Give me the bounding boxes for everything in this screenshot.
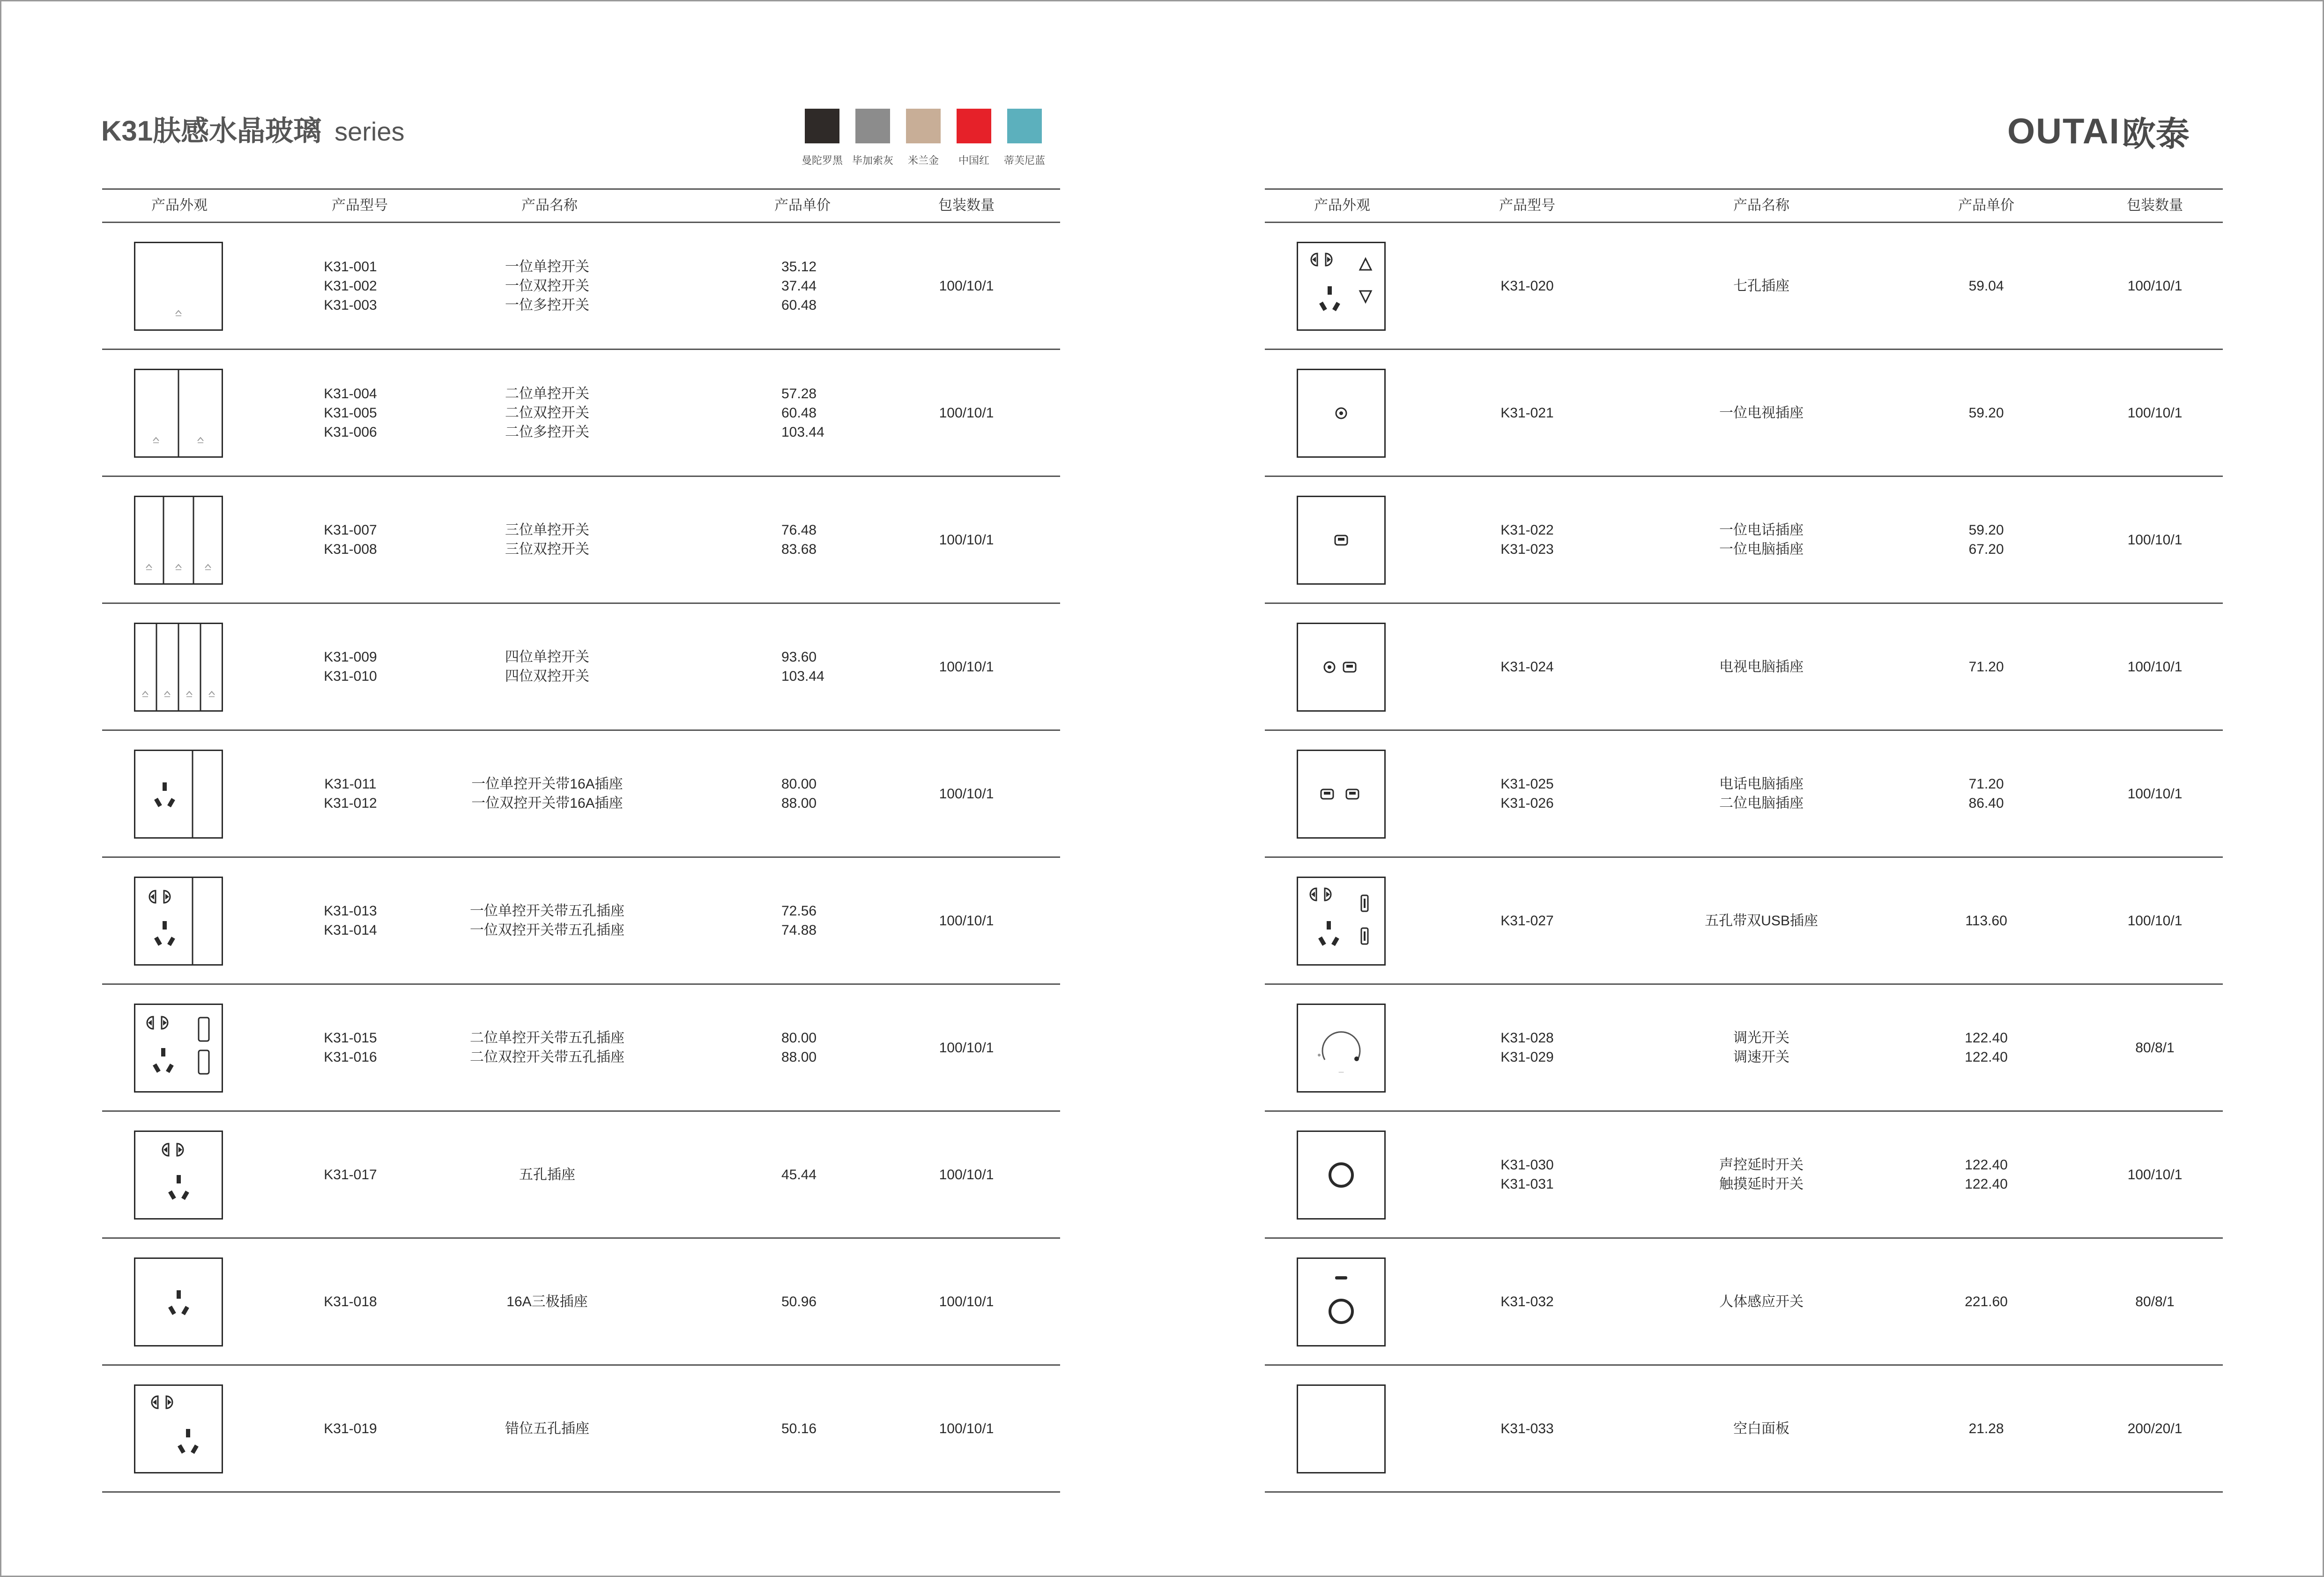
name-cell xyxy=(1644,350,1879,476)
quantity-cell xyxy=(910,858,1023,983)
quantity-cell xyxy=(2099,604,2211,729)
table-row xyxy=(1265,477,2223,604)
name-value: 空白面板 xyxy=(1733,1421,1789,1436)
model-value: K31-001 xyxy=(324,259,377,275)
name-cell xyxy=(1644,1366,1879,1491)
name-value: 七孔插座 xyxy=(1733,278,1789,294)
model-value: K31-027 xyxy=(1500,913,1554,929)
color-chip xyxy=(805,109,839,143)
model-value: K31-007 xyxy=(324,522,377,538)
triple-switch-panel-icon xyxy=(134,496,223,585)
quantity-value: 100/10/1 xyxy=(939,786,994,802)
series-code: K31肤感水晶玻璃 xyxy=(101,115,322,147)
model-value: K31-009 xyxy=(324,649,377,665)
delay-switch-icon xyxy=(1297,1131,1386,1220)
quantity-cell xyxy=(2099,1112,2211,1237)
price-value: 21.28 xyxy=(1968,1421,2004,1436)
table-row xyxy=(1265,223,2223,350)
model-value: K31-020 xyxy=(1500,278,1554,294)
name-value: 二位双控开关 xyxy=(505,405,589,421)
product-table-left xyxy=(102,188,1060,1493)
quantity-cell xyxy=(910,1112,1023,1237)
price-cell xyxy=(781,604,875,729)
color-chip xyxy=(855,109,890,143)
name-cell xyxy=(1644,1112,1879,1237)
offset-five-hole-socket-icon xyxy=(134,1384,223,1473)
name-cell xyxy=(425,858,669,983)
model-value: K31-022 xyxy=(1500,522,1554,538)
column-header-price: 产品单价 xyxy=(1958,198,2014,213)
model-cell xyxy=(299,223,402,349)
name-cell xyxy=(425,477,669,603)
table-header xyxy=(1265,188,2223,223)
motion-sensor-switch-icon xyxy=(1297,1257,1386,1346)
model-cell xyxy=(1471,731,1583,856)
price-value: 71.20 xyxy=(1968,659,2004,675)
name-value: 触摸延时开关 xyxy=(1719,1176,1804,1192)
name-cell xyxy=(425,1112,669,1237)
dimmer-switch-icon xyxy=(1297,1004,1386,1093)
quantity-value: 100/10/1 xyxy=(939,1167,994,1183)
color-name: 毕加索灰 xyxy=(852,155,894,166)
table-row xyxy=(102,858,1060,985)
tv-computer-socket-icon xyxy=(1297,623,1386,712)
table-row xyxy=(102,223,1060,350)
price-value: 57.28 xyxy=(781,386,817,402)
brand-logo xyxy=(2007,111,2190,153)
price-cell xyxy=(1930,1239,2042,1364)
quantity-cell xyxy=(910,1366,1023,1491)
price-value: 86.40 xyxy=(1968,796,2004,811)
quantity-value: 100/10/1 xyxy=(939,913,994,929)
quantity-cell xyxy=(2099,1239,2211,1364)
model-cell xyxy=(299,477,402,603)
name-value: 四位单控开关 xyxy=(505,649,589,665)
table-row xyxy=(102,604,1060,731)
price-value: 80.00 xyxy=(781,1030,817,1046)
quantity-cell xyxy=(910,350,1023,476)
quantity-cell xyxy=(2099,985,2211,1110)
color-swatch xyxy=(906,109,941,167)
model-value: K31-026 xyxy=(1500,796,1554,811)
quantity-cell xyxy=(2099,731,2211,856)
table-row xyxy=(102,1239,1060,1366)
name-value: 一位单控开关带16A插座 xyxy=(471,776,623,792)
table-row xyxy=(1265,858,2223,985)
model-value: K31-014 xyxy=(324,922,377,938)
table-row xyxy=(102,985,1060,1112)
series-title xyxy=(101,109,404,151)
name-value: 二位单控开关 xyxy=(505,386,589,402)
price-value: 80.00 xyxy=(781,776,817,792)
quantity-value: 100/10/1 xyxy=(939,405,994,421)
model-value: K31-005 xyxy=(324,405,377,421)
series-word: series xyxy=(334,117,405,146)
model-value: K31-003 xyxy=(324,297,377,313)
column-header-price: 产品单价 xyxy=(774,198,831,213)
color-chip xyxy=(957,109,991,143)
table-row xyxy=(102,731,1060,858)
price-cell xyxy=(781,1239,875,1364)
name-value: 一位单控开关 xyxy=(505,259,589,275)
name-value: 三位双控开关 xyxy=(505,542,589,557)
quantity-value: 100/10/1 xyxy=(2127,532,2183,548)
model-cell xyxy=(1471,604,1583,729)
name-cell xyxy=(1644,858,1879,983)
color-name: 米兰金 xyxy=(907,155,939,166)
model-cell xyxy=(299,1112,402,1237)
name-cell xyxy=(1644,1239,1879,1364)
table-row xyxy=(102,1112,1060,1239)
table-row xyxy=(1265,731,2223,858)
switch-with-16a-socket-icon xyxy=(134,750,223,839)
price-value: 122.40 xyxy=(1965,1157,2008,1173)
name-value: 五孔插座 xyxy=(519,1167,575,1183)
name-value: 电话电脑插座 xyxy=(1719,776,1804,792)
color-swatch xyxy=(957,109,991,167)
price-value: 71.20 xyxy=(1968,776,2004,792)
model-value: K31-032 xyxy=(1500,1294,1554,1309)
table-header xyxy=(102,188,1060,223)
svg-text:—: — xyxy=(1338,1069,1344,1075)
price-value: 37.44 xyxy=(781,278,817,294)
quantity-value: 100/10/1 xyxy=(939,532,994,548)
color-swatch xyxy=(1004,109,1046,167)
model-value: K31-004 xyxy=(324,386,377,402)
price-value: 35.12 xyxy=(781,259,817,275)
model-cell xyxy=(299,858,402,983)
price-value: 93.60 xyxy=(781,649,817,665)
quantity-value: 100/10/1 xyxy=(939,1421,994,1436)
name-cell xyxy=(1644,604,1879,729)
name-value: 16A三极插座 xyxy=(506,1294,588,1309)
model-value: K31-033 xyxy=(1500,1421,1554,1436)
name-cell xyxy=(425,985,669,1110)
name-value: 二位双控开关带五孔插座 xyxy=(470,1049,624,1065)
quantity-value: 100/10/1 xyxy=(2127,1167,2183,1183)
two-switches-with-five-hole-socket-icon xyxy=(134,1004,223,1093)
quantity-value: 100/10/1 xyxy=(2127,786,2183,802)
color-swatch xyxy=(802,109,843,167)
name-value: 一位电视插座 xyxy=(1719,405,1804,421)
five-hole-socket-icon xyxy=(134,1131,223,1220)
price-value: 59.20 xyxy=(1968,522,2004,538)
quad-switch-panel-icon xyxy=(134,623,223,712)
name-value: 二位单控开关带五孔插座 xyxy=(470,1030,624,1046)
quantity-cell xyxy=(910,985,1023,1110)
price-cell xyxy=(1930,1366,2042,1491)
double-switch-panel-icon xyxy=(134,369,223,458)
model-value: K31-017 xyxy=(324,1167,377,1183)
price-value: 59.04 xyxy=(1968,278,2004,294)
quantity-value: 100/10/1 xyxy=(2127,405,2183,421)
price-value: 122.40 xyxy=(1965,1176,2008,1192)
table-row xyxy=(1265,1366,2223,1493)
quantity-value: 100/10/1 xyxy=(2127,659,2183,675)
name-cell xyxy=(425,1366,669,1491)
name-cell xyxy=(425,604,669,729)
column-header-name: 产品名称 xyxy=(521,198,578,213)
quantity-value: 100/10/1 xyxy=(939,278,994,294)
phone-computer-socket-icon xyxy=(1297,750,1386,839)
price-cell xyxy=(781,1366,875,1491)
name-value: 一位单控开关带五孔插座 xyxy=(470,903,624,919)
column-header-name: 产品名称 xyxy=(1733,198,1789,213)
model-value: K31-008 xyxy=(324,542,377,557)
model-cell xyxy=(299,1366,402,1491)
name-cell xyxy=(425,1239,669,1364)
quantity-cell xyxy=(910,223,1023,349)
name-cell xyxy=(425,731,669,856)
quantity-cell xyxy=(2099,350,2211,476)
price-value: 103.44 xyxy=(781,424,824,440)
quantity-cell xyxy=(910,604,1023,729)
model-cell xyxy=(299,985,402,1110)
price-cell xyxy=(781,477,875,603)
name-value: 二位多控开关 xyxy=(505,424,589,440)
model-value: K31-018 xyxy=(324,1294,377,1309)
table-row xyxy=(102,1366,1060,1493)
quantity-cell xyxy=(910,731,1023,856)
name-cell xyxy=(425,223,669,349)
price-cell xyxy=(1930,604,2042,729)
model-value: K31-016 xyxy=(324,1049,377,1065)
price-value: 88.00 xyxy=(781,796,817,811)
seven-hole-socket-icon xyxy=(1297,242,1386,331)
name-value: 错位五孔插座 xyxy=(505,1421,589,1436)
quantity-cell xyxy=(2099,858,2211,983)
model-cell xyxy=(1471,1239,1583,1364)
table-row xyxy=(102,477,1060,604)
color-chip xyxy=(1007,109,1042,143)
price-cell xyxy=(781,985,875,1110)
phone-socket-icon xyxy=(1297,496,1386,585)
logo-latin: OUTAI xyxy=(2007,111,2120,151)
price-value: 113.60 xyxy=(1965,913,2007,929)
price-cell xyxy=(1930,731,2042,856)
quantity-value: 100/10/1 xyxy=(2127,278,2183,294)
price-value: 83.68 xyxy=(781,542,817,557)
price-cell xyxy=(781,858,875,983)
table-row xyxy=(1265,604,2223,731)
table-body xyxy=(102,223,1060,1493)
name-value: 调光开关 xyxy=(1733,1030,1789,1046)
quantity-value: 80/8/1 xyxy=(2135,1294,2175,1309)
price-value: 74.88 xyxy=(781,922,817,938)
name-value: 三位单控开关 xyxy=(505,522,589,538)
model-cell xyxy=(1471,1366,1583,1491)
model-cell xyxy=(1471,1112,1583,1237)
price-value: 88.00 xyxy=(781,1049,817,1065)
model-value: K31-030 xyxy=(1500,1157,1554,1173)
name-cell xyxy=(1644,223,1879,349)
quantity-cell xyxy=(2099,477,2211,603)
price-cell xyxy=(781,1112,875,1237)
column-header-quantity: 包装数量 xyxy=(938,198,995,213)
color-swatches xyxy=(802,109,1046,167)
model-cell xyxy=(1471,477,1583,603)
model-cell xyxy=(299,731,402,856)
price-value: 45.44 xyxy=(781,1167,817,1183)
price-value: 103.44 xyxy=(781,669,824,684)
model-value: K31-006 xyxy=(324,424,377,440)
model-value: K31-024 xyxy=(1500,659,1554,675)
model-value: K31-029 xyxy=(1500,1049,1554,1065)
model-value: K31-019 xyxy=(324,1421,377,1436)
quantity-cell xyxy=(910,477,1023,603)
model-value: K31-002 xyxy=(324,278,377,294)
price-cell xyxy=(781,731,875,856)
name-value: 一位双控开关带五孔插座 xyxy=(470,922,624,938)
price-value: 50.96 xyxy=(781,1294,817,1309)
model-cell xyxy=(1471,223,1583,349)
name-value: 五孔带双USB插座 xyxy=(1705,913,1818,929)
model-value: K31-011 xyxy=(324,776,377,792)
column-header-quantity: 包装数量 xyxy=(2127,198,2183,213)
quantity-value: 100/10/1 xyxy=(939,1294,994,1309)
name-value: 调速开关 xyxy=(1733,1049,1789,1065)
color-name: 曼陀罗黑 xyxy=(802,155,843,166)
model-value: K31-012 xyxy=(324,796,377,811)
name-cell xyxy=(1644,731,1879,856)
color-chip xyxy=(906,109,941,143)
column-header-model: 产品型号 xyxy=(332,198,388,213)
table-row xyxy=(1265,985,2223,1112)
model-value: K31-028 xyxy=(1500,1030,1554,1046)
blank-panel-icon xyxy=(1297,1384,1386,1473)
name-value: 一位双控开关 xyxy=(505,278,589,294)
name-value: 声控延时开关 xyxy=(1719,1157,1804,1173)
table-row xyxy=(1265,350,2223,477)
table-row xyxy=(1265,1112,2223,1239)
name-value: 四位双控开关 xyxy=(505,669,589,684)
quantity-cell xyxy=(2099,1366,2211,1491)
price-value: 60.48 xyxy=(781,405,817,421)
model-cell xyxy=(299,1239,402,1364)
color-name: 中国红 xyxy=(958,155,989,166)
price-value: 67.20 xyxy=(1968,542,2004,557)
column-header-appearance: 产品外观 xyxy=(1314,198,1370,213)
table-row xyxy=(1265,1239,2223,1366)
price-cell xyxy=(1930,477,2042,603)
name-value: 二位电脑插座 xyxy=(1719,796,1804,811)
price-cell xyxy=(781,223,875,349)
model-value: K31-013 xyxy=(324,903,377,919)
model-value: K31-015 xyxy=(324,1030,377,1046)
model-cell xyxy=(1471,350,1583,476)
model-value: K31-021 xyxy=(1500,405,1554,421)
model-cell xyxy=(299,350,402,476)
color-name: 蒂芙尼蓝 xyxy=(1004,155,1046,166)
quantity-value: 100/10/1 xyxy=(939,1040,994,1056)
model-value: K31-023 xyxy=(1500,542,1554,557)
16a-three-pin-socket-icon xyxy=(134,1257,223,1346)
column-header-appearance: 产品外观 xyxy=(151,198,208,213)
model-cell xyxy=(1471,985,1583,1110)
name-value: 电视电脑插座 xyxy=(1719,659,1804,675)
five-hole-dual-usb-socket-icon xyxy=(1297,877,1386,966)
price-value: 122.40 xyxy=(1965,1030,2008,1046)
price-cell xyxy=(781,350,875,476)
name-cell xyxy=(425,350,669,476)
price-cell xyxy=(1930,223,2042,349)
price-value: 122.40 xyxy=(1965,1049,2008,1065)
name-cell xyxy=(1644,477,1879,603)
price-value: 60.48 xyxy=(781,297,817,313)
tv-socket-icon xyxy=(1297,369,1386,458)
switch-with-five-hole-socket-icon xyxy=(134,877,223,966)
table-row xyxy=(102,350,1060,477)
model-value: K31-031 xyxy=(1500,1176,1554,1192)
model-value: K31-010 xyxy=(324,669,377,684)
model-cell xyxy=(1471,858,1583,983)
name-value: 一位电话插座 xyxy=(1719,522,1804,538)
logo-cjk: 欧泰 xyxy=(2122,116,2190,153)
product-table-right xyxy=(1265,188,2223,1493)
quantity-cell xyxy=(2099,223,2211,349)
quantity-cell xyxy=(910,1239,1023,1364)
name-value: 人体感应开关 xyxy=(1719,1294,1804,1309)
single-switch-panel-icon xyxy=(134,242,223,331)
column-header-model: 产品型号 xyxy=(1499,198,1555,213)
name-value: 一位双控开关带16A插座 xyxy=(471,796,623,811)
table-body xyxy=(1265,223,2223,1493)
price-value: 76.48 xyxy=(781,522,817,538)
model-cell xyxy=(299,604,402,729)
quantity-value: 100/10/1 xyxy=(2127,913,2183,929)
price-value: 221.60 xyxy=(1965,1294,2008,1309)
price-value: 72.56 xyxy=(781,903,817,919)
price-cell xyxy=(1930,1112,2042,1237)
model-value: K31-025 xyxy=(1500,776,1554,792)
name-cell xyxy=(1644,985,1879,1110)
price-cell xyxy=(1930,985,2042,1110)
price-value: 59.20 xyxy=(1968,405,2004,421)
color-swatch xyxy=(852,109,894,167)
name-value: 一位电脑插座 xyxy=(1719,542,1804,557)
quantity-value: 100/10/1 xyxy=(939,659,994,675)
quantity-value: 200/20/1 xyxy=(2127,1421,2183,1436)
quantity-value: 80/8/1 xyxy=(2135,1040,2175,1056)
price-cell xyxy=(1930,858,2042,983)
price-cell xyxy=(1930,350,2042,476)
name-value: 一位多控开关 xyxy=(505,297,589,313)
price-value: 50.16 xyxy=(781,1421,817,1436)
